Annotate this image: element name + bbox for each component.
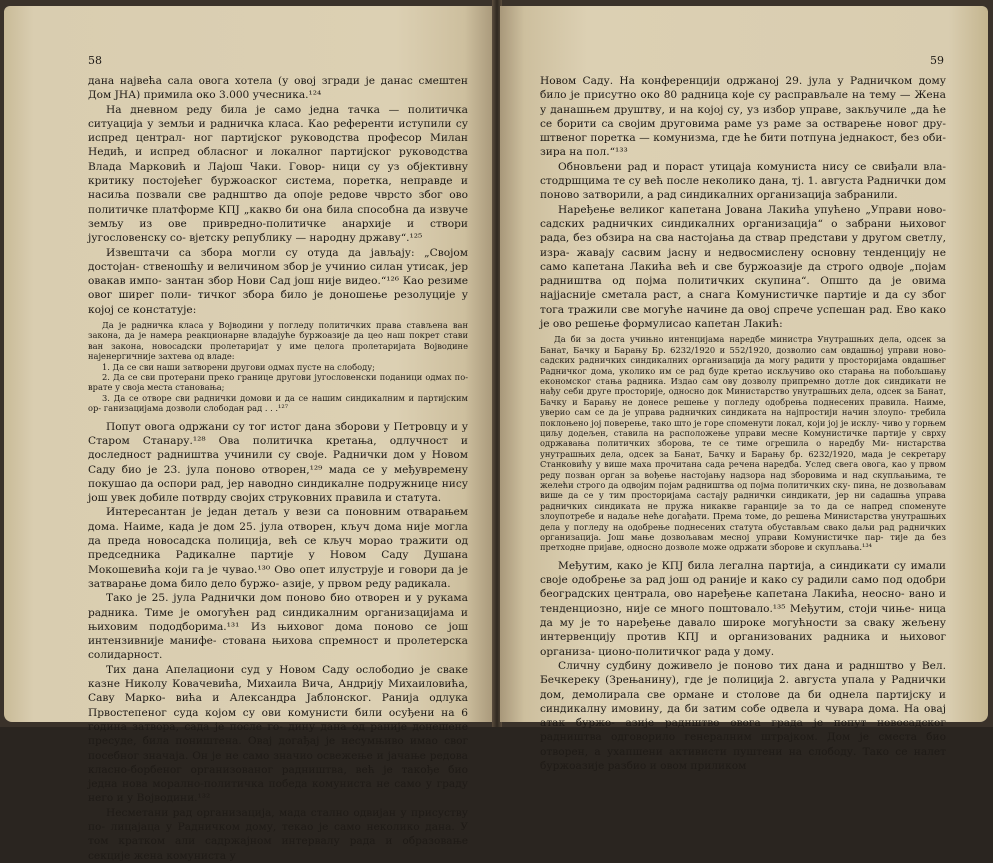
right-page xyxy=(500,6,988,773)
paragraph: Новом Саду. На конференцији одржаној 29. јула у Радничком дому било је присутно око 80 радница које су расправљале на тему — Жена у данашњем друштву, и на којој су, уз избор управе, закључиле „да ће се борити са својим друговима раме уз раме за остварење новог дру- штвеног поретка — комунизма, где ће бити потпуна једнакост, без оби- зира на пол.“¹³³ xyxy=(540,75,946,159)
paragraph: Сличну судбину доживело је поново тих дана и раднштво у Вел. Бечкереку (Зрењанину), где је полиција 2. августа упала у Раднички дом, демолирала све ормане и столове да би однела партијску и синдикалну имовину, да би затим собе одвела и чувара дома. На овај атак буржо- азије раднштво овога града је попут новосадског радништва одговорило генералним штрајком. Дом је сместа био отворен, а ухапшени активисти пуштени на слободу. Тако се налет буржоазије разбио и овом приликом xyxy=(540,659,946,773)
paragraph: Тако је 25. јула Раднички дом поново био отворен и у рукама радника. Тиме је омогућен рад синдикалним организацијама и њиховим пододборима.¹³¹ Из њиховог дома поново се још интензивније манифе- стована њихова спремност и пролетерска солидарност. xyxy=(88,592,468,662)
paragraph: Несметани рад организација, мада стално одвијан у присуству по- лицајаца у Радничком дому, текао је само неколико дана. У том кратком али садржајном интервалу рада и образовање секције жена комуниста у xyxy=(88,806,468,862)
paragraph: На дневном реду била је само једна тачка — политичка ситуација у земљи и радничка класа. Као референти иступили су испред централ- ног партијског руководства професор Милан Недић, и испред обласног и локалног партијског руководства Влада Марковић и Лајош Чаки. Говор- ници су уз објективну критику постојећег буржоаског система, поретка, неправде и насиља позвали све раднштво да опоје редове чврсто због ово политичке платформе КПЈ „какво би она била способна да извуче земљу из ове привредно-политичке анархије и створи југословенску со- вјетску републику — народну државу“.¹²⁵ xyxy=(88,103,468,245)
quoted-resolution xyxy=(88,320,468,414)
quoted-order xyxy=(540,334,946,553)
left-page-text xyxy=(88,74,468,863)
paragraph: Попут овога одржани су тог истог дана зборови у Петровцу и у Старом Станару.¹²⁸ Ова политичка кретања, одлучност и доследност радништва учинили су своје. Раднички дом у Новом Саду био је 23. јула поново отворен,¹²⁹ мада се у међувремену покушао да оспори рад, јер наводно синдикалне подружнице нису још увек добиле потврду својих струковних правила и статута. xyxy=(88,420,468,505)
page-number-right: 59 xyxy=(930,54,944,67)
page-number-left: 58 xyxy=(88,54,102,67)
paragraph: Тих дана Апелациони суд у Новом Саду ослободио је сваке казне Николу Ковачевића, Михаила Вича, Андрију Михаиловића, Саву Марко- вића и Александра Јаблонског. Ранија одлука Првостепеног суда којом су ови комунисти били осуђени на 6 година затвора, сада је после го- дину дана од раније донешене пресуде, била поништена. Овај догађај је несумњиво имао свог посебног значаја. Он је не само значио освежење и јачање редова класно-борбеног организованог радништва, већ је такође био једна нова морално-политичка победа комуниста не само у граду него и у Војводини.¹³² xyxy=(88,663,468,805)
quote-line: 2. Да се сви протерани преко границе другови југословенски поданици одмах по- врате у своја места становања; xyxy=(88,372,468,393)
paragraph: дана највећа сала овога хотела (у овој згради је данас смештен Дом ЈНА) примила око 3.000 учесника.¹²⁴ xyxy=(88,75,468,102)
left-page xyxy=(4,6,494,862)
quote-line: 1. Да се сви наши затворени другови одмах пусте на слободу; xyxy=(102,361,375,372)
right-page-text xyxy=(540,74,946,773)
paragraph: Интересантан је један детаљ у вези са поновним отварањем дома. Наиме, када је дом 25. јула отворен, кључ дома није могла да преда новосадска полиција, већ се кључ морао тражити од председника Радикалне партије у Новом Саду Душана Мокошевића који га је чувао.¹³⁰ Ово опет илуструје и говори да је затварање дома било дело буржо- азије, у првом реду радикала. xyxy=(88,506,468,590)
quote-line: Да би за доста учињно интенцијама наредбе министра Унутрашњих дела, одсек за Банат, Бачку и Барању Бр. 6232/1920 и 552/1920, дозволио сам овдашњој управи ново- садских радничких синдикалних организација да могу радити у просторијама овдашњег Радничког дома, уколико им се рад буде кретао искључиво око старања на побољшању економског стања радника. Издао сам ову дозволу припремно дотле док синдикати не нађу себи друге просторије, односно док Министарство унутрашњих дела, одсек за Банат, Бачку и Барању не донесе решење у погледу одобрења поднесених правила. Наиме, уверио сам се да је управа радничких синдиката на најпростији начин злоупо- требила поклоњено јој поверење, тако што је горе споменути локал, који јој је исклу- чиво у горњем циљу додељен, ставила на расположење управи месне Комунистичке партије у сврху одржавања политичких зборова, те се тиме огрешила о наредбу Ми- нистарства унутрашњих дела, одсек за Банат, Бачку и Барању бр. 6232/1920, мада је секретару Станковићу у више маха прочитана сада речена наредба. Услед свега овога, као у првом реду позван орган за вођење настојању надзора над зборовима и над скупљањима, те желећи строго да одвојим појам радништва од појма политичких ску- пина, не дозвољавам више да се у тим просторијама састају раднички синдикати, јер ни садашња управа радничких синдиката не пружа никакве гаранције за то да се напред споменуте злоупотребе и надаље неће догађати. Према томе, до решења Министарства унутрашњих дела у погледу на одобрење поднесених статута обустављам свако даљи рад радничких организација. Још мање дозвољавам месној управи Комунистичке пар- тије да без претходне пријаве, односно дозволе може одржати зборове и скупљања.¹³⁴ xyxy=(540,334,946,553)
quote-line: Да је радничка класа у Војводини у погледу политичких права стављена ван закона, да је намера реакционарне владајуће буржоазије да цео наш покрет стави ван закона, новосадски пролетаријат у име целога пролетаријата Војводине најенергичније захтева од владе: xyxy=(88,320,468,362)
paragraph: Обновљени рад и пораст утицаја комуниста нису се свиђали вла- стодршцима те су већ после неколико дана, тј. 1. августа Раднички дом поново затворили, а рад синдикалних организација забранили. xyxy=(540,160,946,202)
paragraph: Међутим, како је КПЈ била легална партија, а синдикати су имали своје одобрење за рад још од раније и како су радили само под одобри београдских централа, ово наређење капетана Лакића, неосно- вано и тенденциозно, није се много поштовало.¹³⁵ Међутим, стоји чиње- ница да му је то наређење давало широке могућности за сваку жељену интервенцију против КПЈ и организованих радника и њиховог организа- ционо-политичког рада у дому. xyxy=(540,559,946,658)
paragraph: Извештачи са зборa могли су отуда да јављају: „Својом достојан- ственошћу и величином збор је учинио силан утисак, јер овакав импо- зантан збор Нови Сад још није видео.“¹²⁶ Као резиме овог ширег поли- тичког збора било је доношење резолуције у којој се констатује: xyxy=(88,246,468,316)
quote-line: 3. Да се отворе сви раднички домови и да се нашим синдикалним и партијским ор- ганизацијама дозволи слободан рад . . .¹²⁷ xyxy=(88,392,468,414)
paragraph: Наређење великог капетана Јована Лакића упућено „Управи ново- садских радничких синдикалних организација“ о забрани њиховог рада, без обзира на сва настојања да ствар представи у другом светлу, изра- жавају сасвим јасну и недвосмислену основну тенденцију не само капетана Лакића већ и све буржоазије да строго одвоје „појам радништва од појма политичких скупина“. Општо да је овима најјасније сметала раст, а снага Комунистичке партије и да су због тога тражили све могуће начине да овој спрече успешан рад. Ево како је ово решење формулисао капетан Лакић: xyxy=(540,203,946,331)
